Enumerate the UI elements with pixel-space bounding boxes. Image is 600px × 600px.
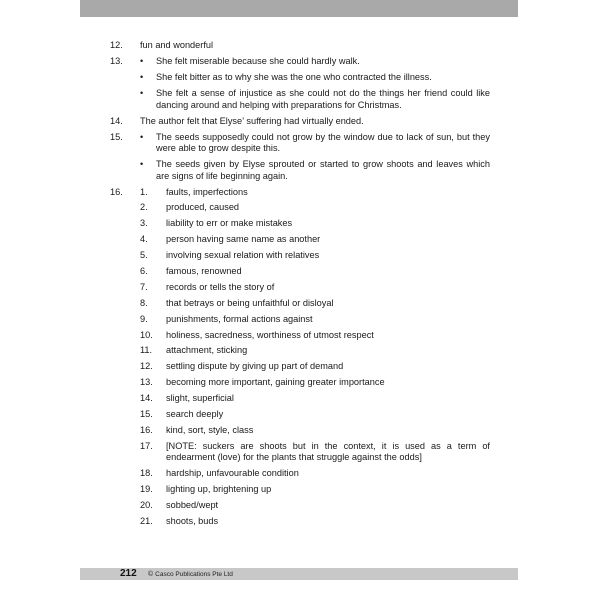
bullet-icon: • <box>140 159 144 169</box>
question-number: 12. <box>110 40 123 50</box>
vocab-item <box>140 234 490 246</box>
vocab-item <box>140 250 490 262</box>
vocab-definition: records or tells the story of <box>166 281 275 292</box>
bullet-item: • She felt bitter as to why she was the one who contracted the illness. <box>140 72 432 82</box>
vocab-list <box>140 187 490 532</box>
vocab-definition: holiness, sacredness, worthiness of utmost respect <box>166 329 374 340</box>
vocab-number: 15. <box>140 408 153 419</box>
vocab-item <box>140 202 490 214</box>
answer-12 <box>110 40 490 52</box>
bullet-item: • She felt miserable because she could hardly walk. <box>140 56 360 66</box>
copyright-icon: © <box>148 571 154 578</box>
vocab-definition: hardship, unfavourable condition <box>166 468 299 479</box>
vocab-number: 9. <box>140 313 148 324</box>
question-number: 13. <box>110 56 123 66</box>
answer-13 <box>110 56 490 116</box>
vocab-number: 21. <box>140 515 153 526</box>
vocab-number: 19. <box>140 484 153 495</box>
vocab-definition: attachment, sticking <box>166 345 248 356</box>
header-bar <box>80 0 518 17</box>
vocab-definition: produced, caused <box>166 202 240 213</box>
vocab-item <box>140 298 490 310</box>
vocab-item <box>140 377 490 389</box>
bullet-icon: • <box>140 88 144 98</box>
footer-bar <box>80 568 518 580</box>
vocab-item <box>140 266 490 278</box>
vocab-item <box>140 361 490 373</box>
answer-16 <box>110 187 490 532</box>
vocab-definition: shoots, buds <box>166 515 219 526</box>
vocab-definition: that betrays or being unfaithful or disloyal <box>166 297 334 308</box>
vocab-number: 20. <box>140 499 153 510</box>
vocab-definition: involving sexual relation with relatives <box>166 250 320 261</box>
vocab-item <box>140 484 490 496</box>
vocab-definition: faults, imperfections <box>166 186 248 197</box>
vocab-number: 18. <box>140 468 153 479</box>
vocab-number: 13. <box>140 377 153 388</box>
vocab-item <box>140 345 490 357</box>
vocab-definition: kind, sort, style, class <box>166 424 254 435</box>
answer-15 <box>110 132 490 187</box>
vocab-definition: settling dispute by giving up part of demand <box>166 361 344 372</box>
vocab-number: 7. <box>140 281 148 292</box>
vocab-definition: [NOTE: suckers are shoots but in the context, it is used as a term of endearment (love) for the plants that struggle against the odds] <box>166 440 490 463</box>
vocab-definition: search deeply <box>166 408 224 419</box>
vocab-item <box>140 187 490 199</box>
vocab-number: 6. <box>140 265 148 276</box>
bullet-item: • The seeds supposedly could not grow by the window due to lack of sun, but they were able to grow despite this. <box>140 131 490 153</box>
vocab-number: 17. <box>140 440 153 451</box>
vocab-number: 10. <box>140 329 153 340</box>
question-number: 15. <box>110 131 123 142</box>
vocab-definition: lighting up, brightening up <box>166 484 272 495</box>
vocab-item <box>140 425 490 437</box>
vocab-number: 1. <box>140 186 148 197</box>
publisher-credit <box>148 569 233 580</box>
vocab-item <box>140 516 490 528</box>
vocab-number: 16. <box>140 424 153 435</box>
vocab-item <box>140 282 490 294</box>
vocab-definition: liability to err or make mistakes <box>166 218 293 229</box>
vocab-item <box>140 468 490 480</box>
question-number: 14. <box>110 115 123 126</box>
bullet-icon: • <box>140 131 144 142</box>
vocab-number: 14. <box>140 393 153 404</box>
vocab-number: 8. <box>140 297 148 308</box>
vocab-number: 3. <box>140 218 148 229</box>
vocab-definition: becoming more important, gaining greater importance <box>166 377 385 388</box>
vocab-definition: sobbed/wept <box>166 499 219 510</box>
publisher-name: Casco Publications Pte Ltd <box>155 571 233 578</box>
vocab-item <box>140 500 490 512</box>
vocab-definition: punishments, formal actions against <box>166 313 313 324</box>
page-number: 212 <box>120 568 137 579</box>
answer-text: fun and wonderful <box>140 40 214 50</box>
vocab-number: 11. <box>140 345 153 356</box>
answer-14 <box>110 116 490 128</box>
vocab-item <box>140 218 490 230</box>
vocab-definition: slight, superficial <box>166 393 234 404</box>
question-number: 16. <box>110 186 123 197</box>
vocab-item <box>140 393 490 405</box>
vocab-number: 2. <box>140 202 148 213</box>
bullet-icon: • <box>140 56 144 66</box>
vocab-definition: person having same name as another <box>166 234 321 245</box>
vocab-number: 12. <box>140 361 153 372</box>
vocab-item <box>140 409 490 421</box>
vocab-item <box>140 330 490 342</box>
bullet-item: • The seeds given by Elyse sprouted or started to grow shoots and leaves which are signs of life beginning again. <box>140 159 490 181</box>
vocab-number: 4. <box>140 234 148 245</box>
vocab-definition: famous, renowned <box>166 265 242 276</box>
bullet-icon: • <box>140 72 144 82</box>
vocab-number: 5. <box>140 250 148 261</box>
bullet-item: • She felt a sense of injustice as she could not do the things her friend could like dancing around and helping with preparations for Christmas. <box>140 88 490 110</box>
vocab-item <box>140 314 490 326</box>
answer-text: The author felt that Elyse’ suffering had virtually ended. <box>140 115 364 126</box>
answer-list <box>110 40 490 532</box>
vocab-item <box>140 441 490 464</box>
